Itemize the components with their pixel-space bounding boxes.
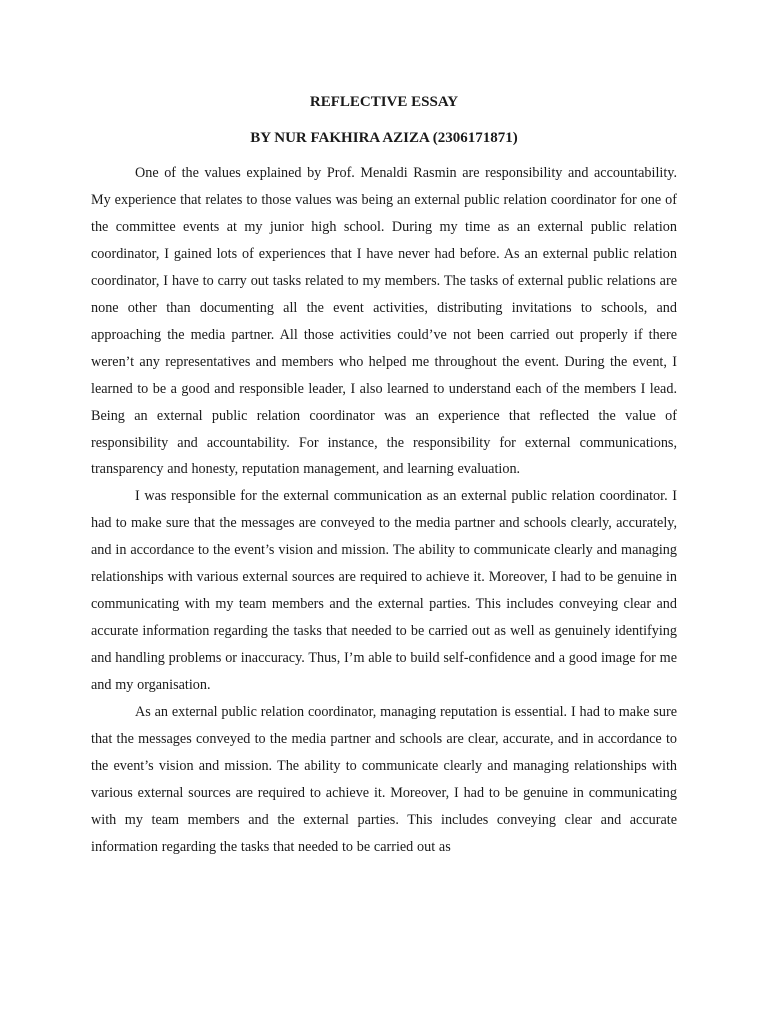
- paragraph-1: One of the values explained by Prof. Menaldi Rasmin are responsibility and accountability. My experience that relates to those values was being an external public relation coordinator for one of the committee events at my junior high school. During my time as an external public relation coordinator, I gained lots of experiences that I have never had before. As an external public relation coordinator, I have to carry out tasks related to my members. The tasks of external public relations are none other than documenting all the event activities, distributing invitations to schools, and approaching the media partner. All those activities could’ve not been carried out properly if there weren’t any representatives and members who helped me throughout the event. During the event, I learned to be a good and responsible leader, I also learned to understand each of the members I lead. Being an external public relation coordinator was an experience that reflected the value of responsibility and accountability. For instance, the responsibility for external communications, transparency and honesty, reputation management, and learning evaluation.: [91, 165, 677, 478]
- paragraph-2: I was responsible for the external communication as an external public relation coordinator. I had to make sure that the messages are conveyed to the media partner and schools clearly, accurately, and in accordance to the event’s vision and mission. The ability to communicate clearly and managing relationships with various external sources are required to achieve it. Moreover, I had to be genuine in communicating with my team members and the external parties. This includes conveying clear and accurate information regarding the tasks that needed to be carried out as well as genuinely identifying and handling problems or inaccuracy. Thus, I’m able to build self-confidence and a good image for me and my organisation.: [91, 488, 677, 694]
- essay-title: REFLECTIVE ESSAY: [309, 94, 459, 110]
- essay-byline: BY NUR FAKHIRA AZIZA (2306171871): [250, 130, 518, 146]
- essay-body: [91, 160, 677, 861]
- paragraph-3: As an external public relation coordinator, managing reputation is essential. I had to make sure that the messages conveyed to the media partner and schools are clear, accurate, and in accordance to the event’s vision and mission. The ability to communicate clearly and managing relationships with various external sources are required to achieve it. Moreover, I had to be genuine in communicating with my team members and the external parties. This includes conveying clear and accurate information regarding the tasks that needed to be carried out as: [91, 704, 677, 855]
